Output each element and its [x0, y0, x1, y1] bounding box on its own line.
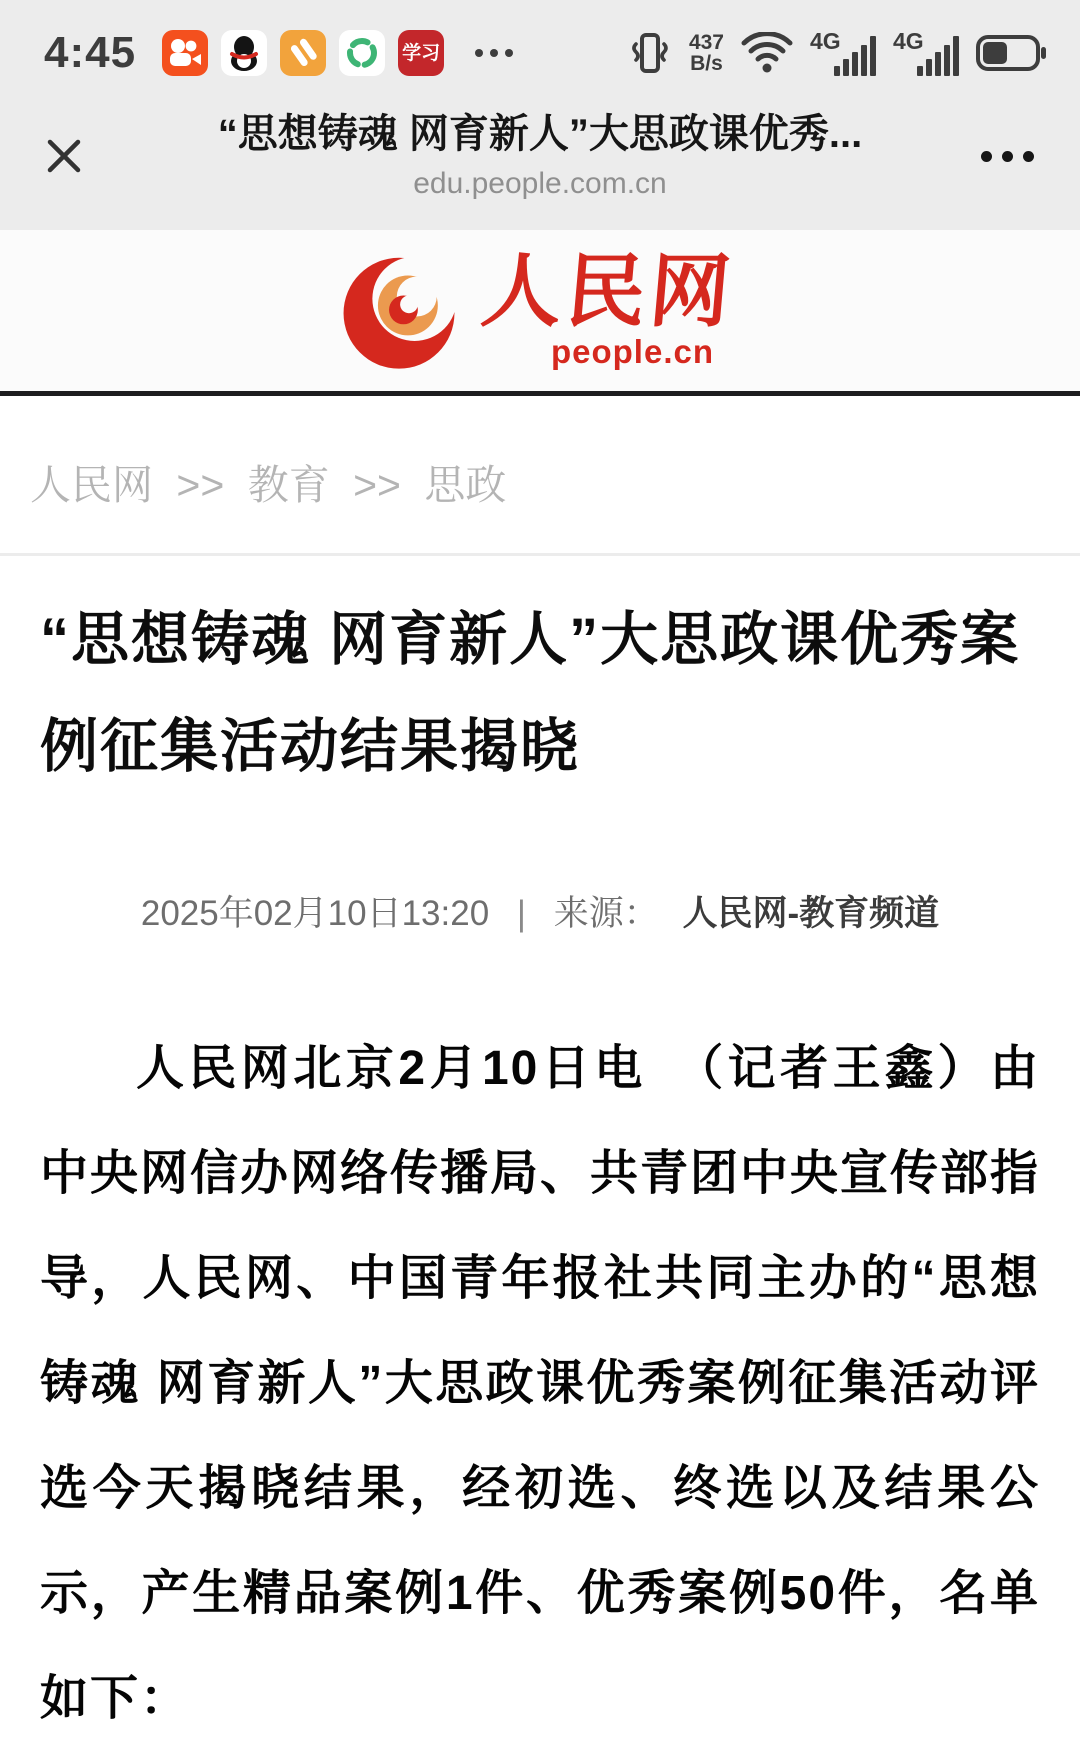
wifi-icon: [741, 32, 793, 74]
meta-separator: |: [516, 894, 526, 933]
article: [0, 586, 1080, 1751]
article-date: 2025年02月10日13:20: [140, 894, 490, 933]
breadcrumb-home[interactable]: 人民网: [30, 462, 153, 508]
browser-header: [0, 96, 1080, 230]
breadcrumb-education[interactable]: 教育: [247, 462, 330, 508]
page-title: “思想铸魂 网育新人”大思政课优秀...: [217, 112, 863, 156]
network-speed: [689, 32, 724, 74]
page-url: edu.people.com.cn: [413, 167, 667, 200]
source-label: 来源：: [553, 894, 659, 933]
stripes-app-icon: [280, 30, 326, 76]
clock: 4:45: [44, 28, 137, 77]
notification-overflow-icon: [475, 49, 513, 57]
qq-app-icon: [221, 30, 267, 76]
network-speed-value: 437: [688, 31, 724, 54]
breadcrumb-separator: >>: [353, 462, 401, 508]
more-menu-icon[interactable]: [971, 131, 1044, 182]
battery-icon: [976, 35, 1046, 71]
site-logo-english: people.cn: [550, 332, 714, 370]
sim1-signal-icon: [810, 28, 876, 78]
status-bar: [0, 0, 1080, 96]
xuexi-glyph: 学习: [402, 41, 441, 64]
page-title-block: [120, 102, 960, 201]
article-source: 人民网-教育频道: [682, 894, 940, 933]
sim2-network-type: 4G: [893, 28, 924, 54]
top-chrome: [0, 0, 1080, 230]
xuexi-app-icon: [398, 30, 444, 76]
network-speed-unit: B/s: [690, 52, 723, 75]
site-logo[interactable]: [0, 230, 1080, 391]
site-logo-chinese: 人民网: [477, 243, 739, 338]
sim1-network-type: 4G: [810, 28, 841, 54]
green-swirl-app-icon: [339, 30, 385, 76]
breadcrumb-sizheng[interactable]: 思政: [424, 462, 507, 508]
status-indicators: [628, 28, 1046, 78]
breadcrumb: [0, 396, 1080, 556]
sim2-signal-icon: [893, 28, 959, 78]
notification-app-icons: [162, 30, 513, 76]
breadcrumb-separator: >>: [176, 462, 225, 508]
vibrate-icon: [628, 30, 672, 76]
kuaishou-app-icon: [162, 30, 208, 76]
article-meta: [40, 886, 1040, 936]
article-title: “思想铸魂 网育新人”大思政课优秀案例征集活动结果揭晓: [40, 607, 1021, 779]
peoplecn-swirl-logo-icon: [338, 250, 460, 372]
article-body: 人民网北京2月10日电 （记者王鑫）由中央网信办网络传播局、共青团中央宣传部指导，人民网、中国青年报社共同主办的“思想铸魂 网育新人”大思政课优秀案例征集活动评选今天揭晓结果，经初选、终选以及结果公示，产生精品案例1件、优秀案例50件，名单如下：: [40, 1042, 1041, 1725]
close-icon[interactable]: [36, 128, 92, 184]
